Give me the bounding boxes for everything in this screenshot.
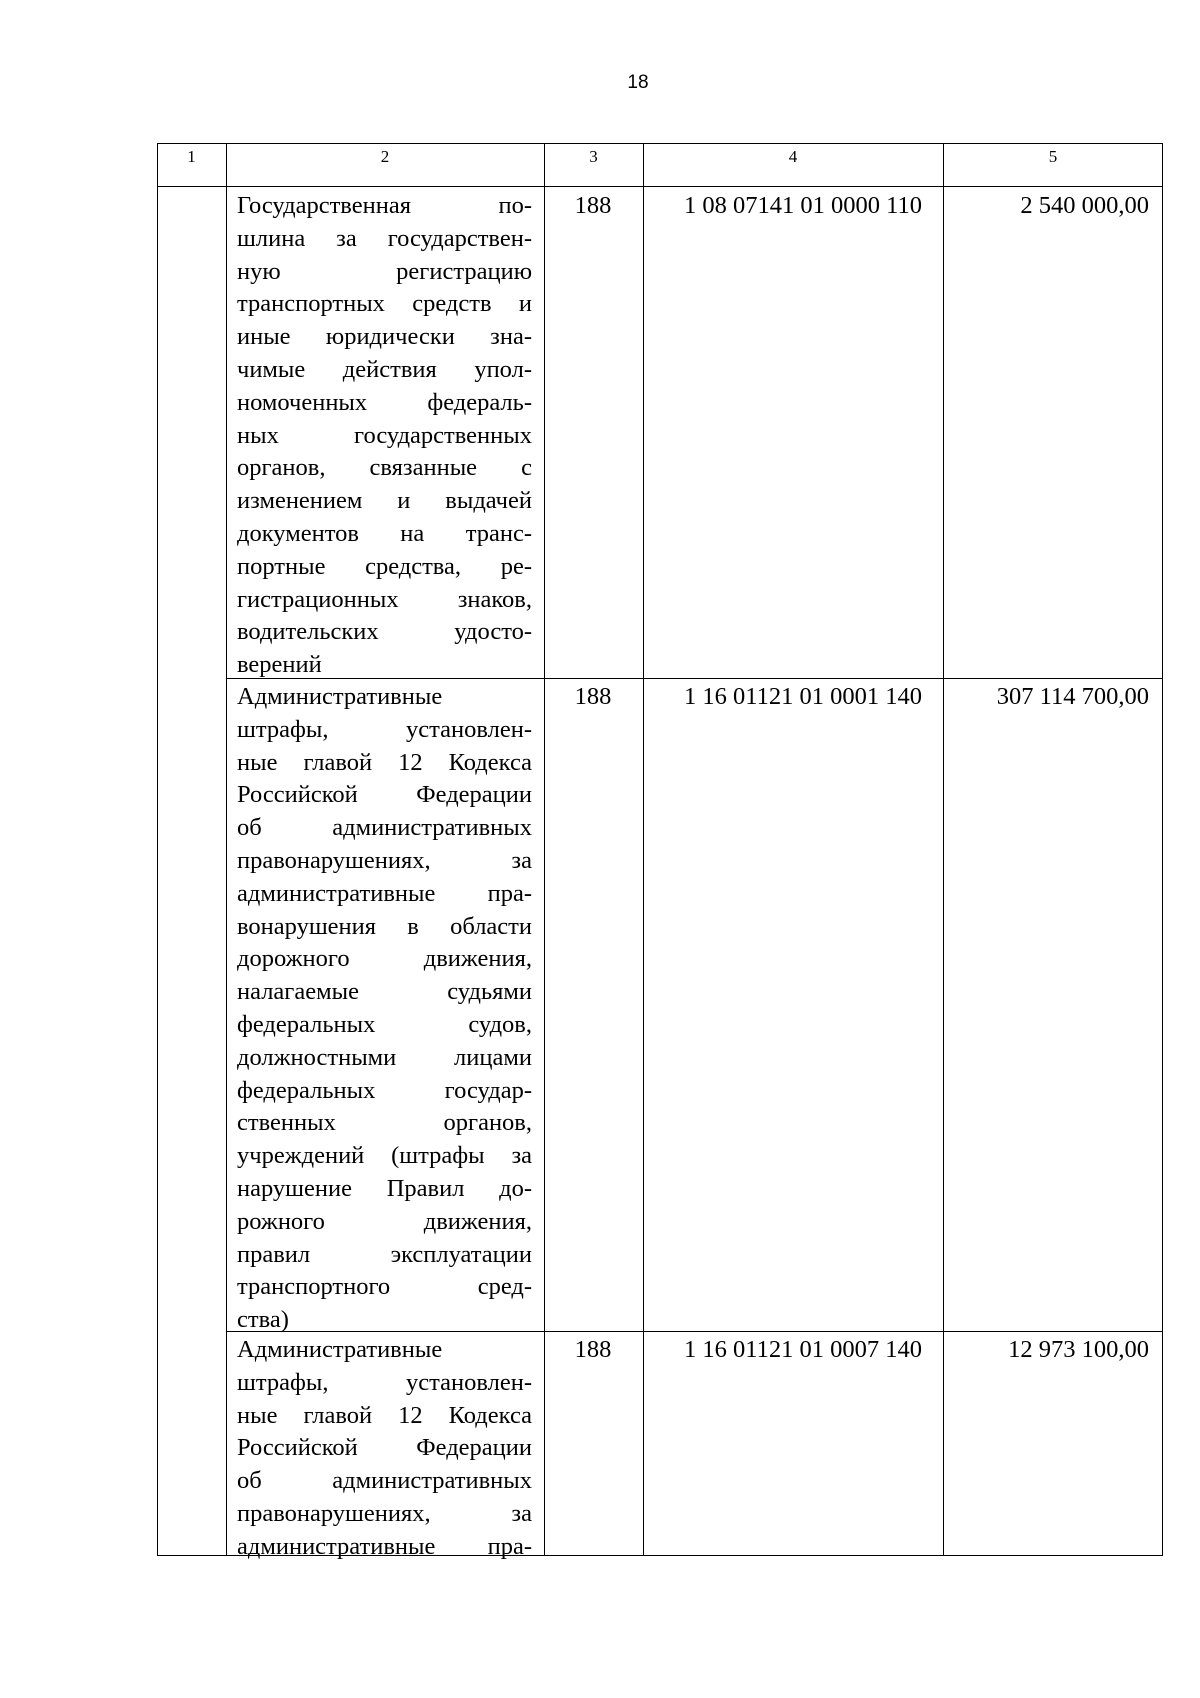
admin-code-cell: 188 — [574, 192, 612, 219]
description-line: Административные — [237, 1336, 443, 1363]
description-line: органов, связанные с — [237, 454, 532, 482]
description-line: рожного движения, — [237, 1207, 532, 1235]
description-line: ную регистрацию — [237, 257, 532, 285]
description-line: ства) — [237, 1306, 289, 1334]
column-divider — [226, 143, 227, 1556]
description-line: Российской Федерации — [237, 781, 532, 809]
description-line: ственных органов, — [237, 1109, 532, 1137]
description-line: правонарушениях, за — [237, 846, 532, 874]
description-line: правил эксплуатации — [237, 1240, 532, 1268]
description-cell — [237, 681, 532, 1337]
description-line: налагаемые судьями — [237, 978, 532, 1006]
description-cell — [237, 190, 532, 682]
description-line: документов на транс- — [237, 519, 532, 547]
description-line: об административных — [237, 1467, 532, 1495]
description-line: дорожного движения, — [237, 945, 532, 973]
description-line: транспортного сред- — [237, 1273, 532, 1301]
amount-cell: 12 973 100,00 — [1008, 1336, 1149, 1363]
header-divider — [157, 186, 1163, 187]
description-line: ные главой 12 Кодекса — [237, 748, 532, 776]
description-line: транспортных средств и — [237, 290, 532, 318]
description-line: об административных — [237, 814, 532, 842]
description-line: гистрационных знаков, — [237, 585, 532, 613]
header-cell: 4 — [788, 147, 798, 166]
description-line: вонарушения в области — [237, 912, 532, 940]
description-line: Административные — [237, 683, 443, 710]
kbk-code-cell: 1 16 01121 01 0007 140 — [684, 1336, 922, 1363]
description-line: иные юридически зна- — [237, 323, 532, 351]
description-line: ные главой 12 Кодекса — [237, 1401, 532, 1429]
header-cell: 1 — [187, 147, 196, 166]
description-line: верений — [237, 651, 322, 679]
description-line: федеральных государ- — [237, 1076, 532, 1104]
description-line: шлина за государствен- — [237, 224, 532, 252]
header-cell: 3 — [589, 147, 598, 166]
column-divider — [544, 143, 545, 1556]
description-line: ных государственных — [237, 421, 532, 449]
description-line: федеральных судов, — [237, 1010, 532, 1038]
kbk-code-cell: 1 16 01121 01 0001 140 — [684, 683, 922, 710]
description-cell — [237, 1334, 532, 1564]
amount-cell: 2 540 000,00 — [1020, 192, 1149, 219]
description-line: правонарушениях, за — [237, 1499, 532, 1527]
description-line: нарушение Правил до- — [237, 1174, 532, 1202]
description-line: Государственная по- — [237, 192, 532, 219]
description-line: административные пра- — [237, 1532, 532, 1560]
kbk-code-cell: 1 08 07141 01 0000 110 — [684, 192, 922, 219]
header-cell: 2 — [380, 147, 390, 166]
description-line: административные пра- — [237, 879, 532, 907]
description-line: штрафы, установлен- — [237, 1368, 532, 1396]
description-line: номоченных федераль- — [237, 388, 532, 416]
header-cell: 5 — [1048, 147, 1058, 166]
page-number: 18 — [627, 72, 649, 93]
admin-code-cell: 188 — [574, 683, 612, 710]
description-line: водительских удосто- — [237, 618, 532, 646]
description-line: учреждений (штрафы за — [237, 1142, 532, 1170]
column-divider — [643, 143, 644, 1556]
admin-code-cell: 188 — [574, 1336, 612, 1363]
description-line: штрафы, установлен- — [237, 715, 532, 743]
description-line: изменением и выдачей — [237, 487, 532, 515]
description-line: Российской Федерации — [237, 1434, 532, 1462]
description-line: должностными лицами — [237, 1043, 532, 1071]
amount-cell: 307 114 700,00 — [996, 683, 1149, 710]
description-line: портные средства, ре- — [237, 552, 532, 580]
description-line: чимые действия упол- — [237, 355, 532, 383]
